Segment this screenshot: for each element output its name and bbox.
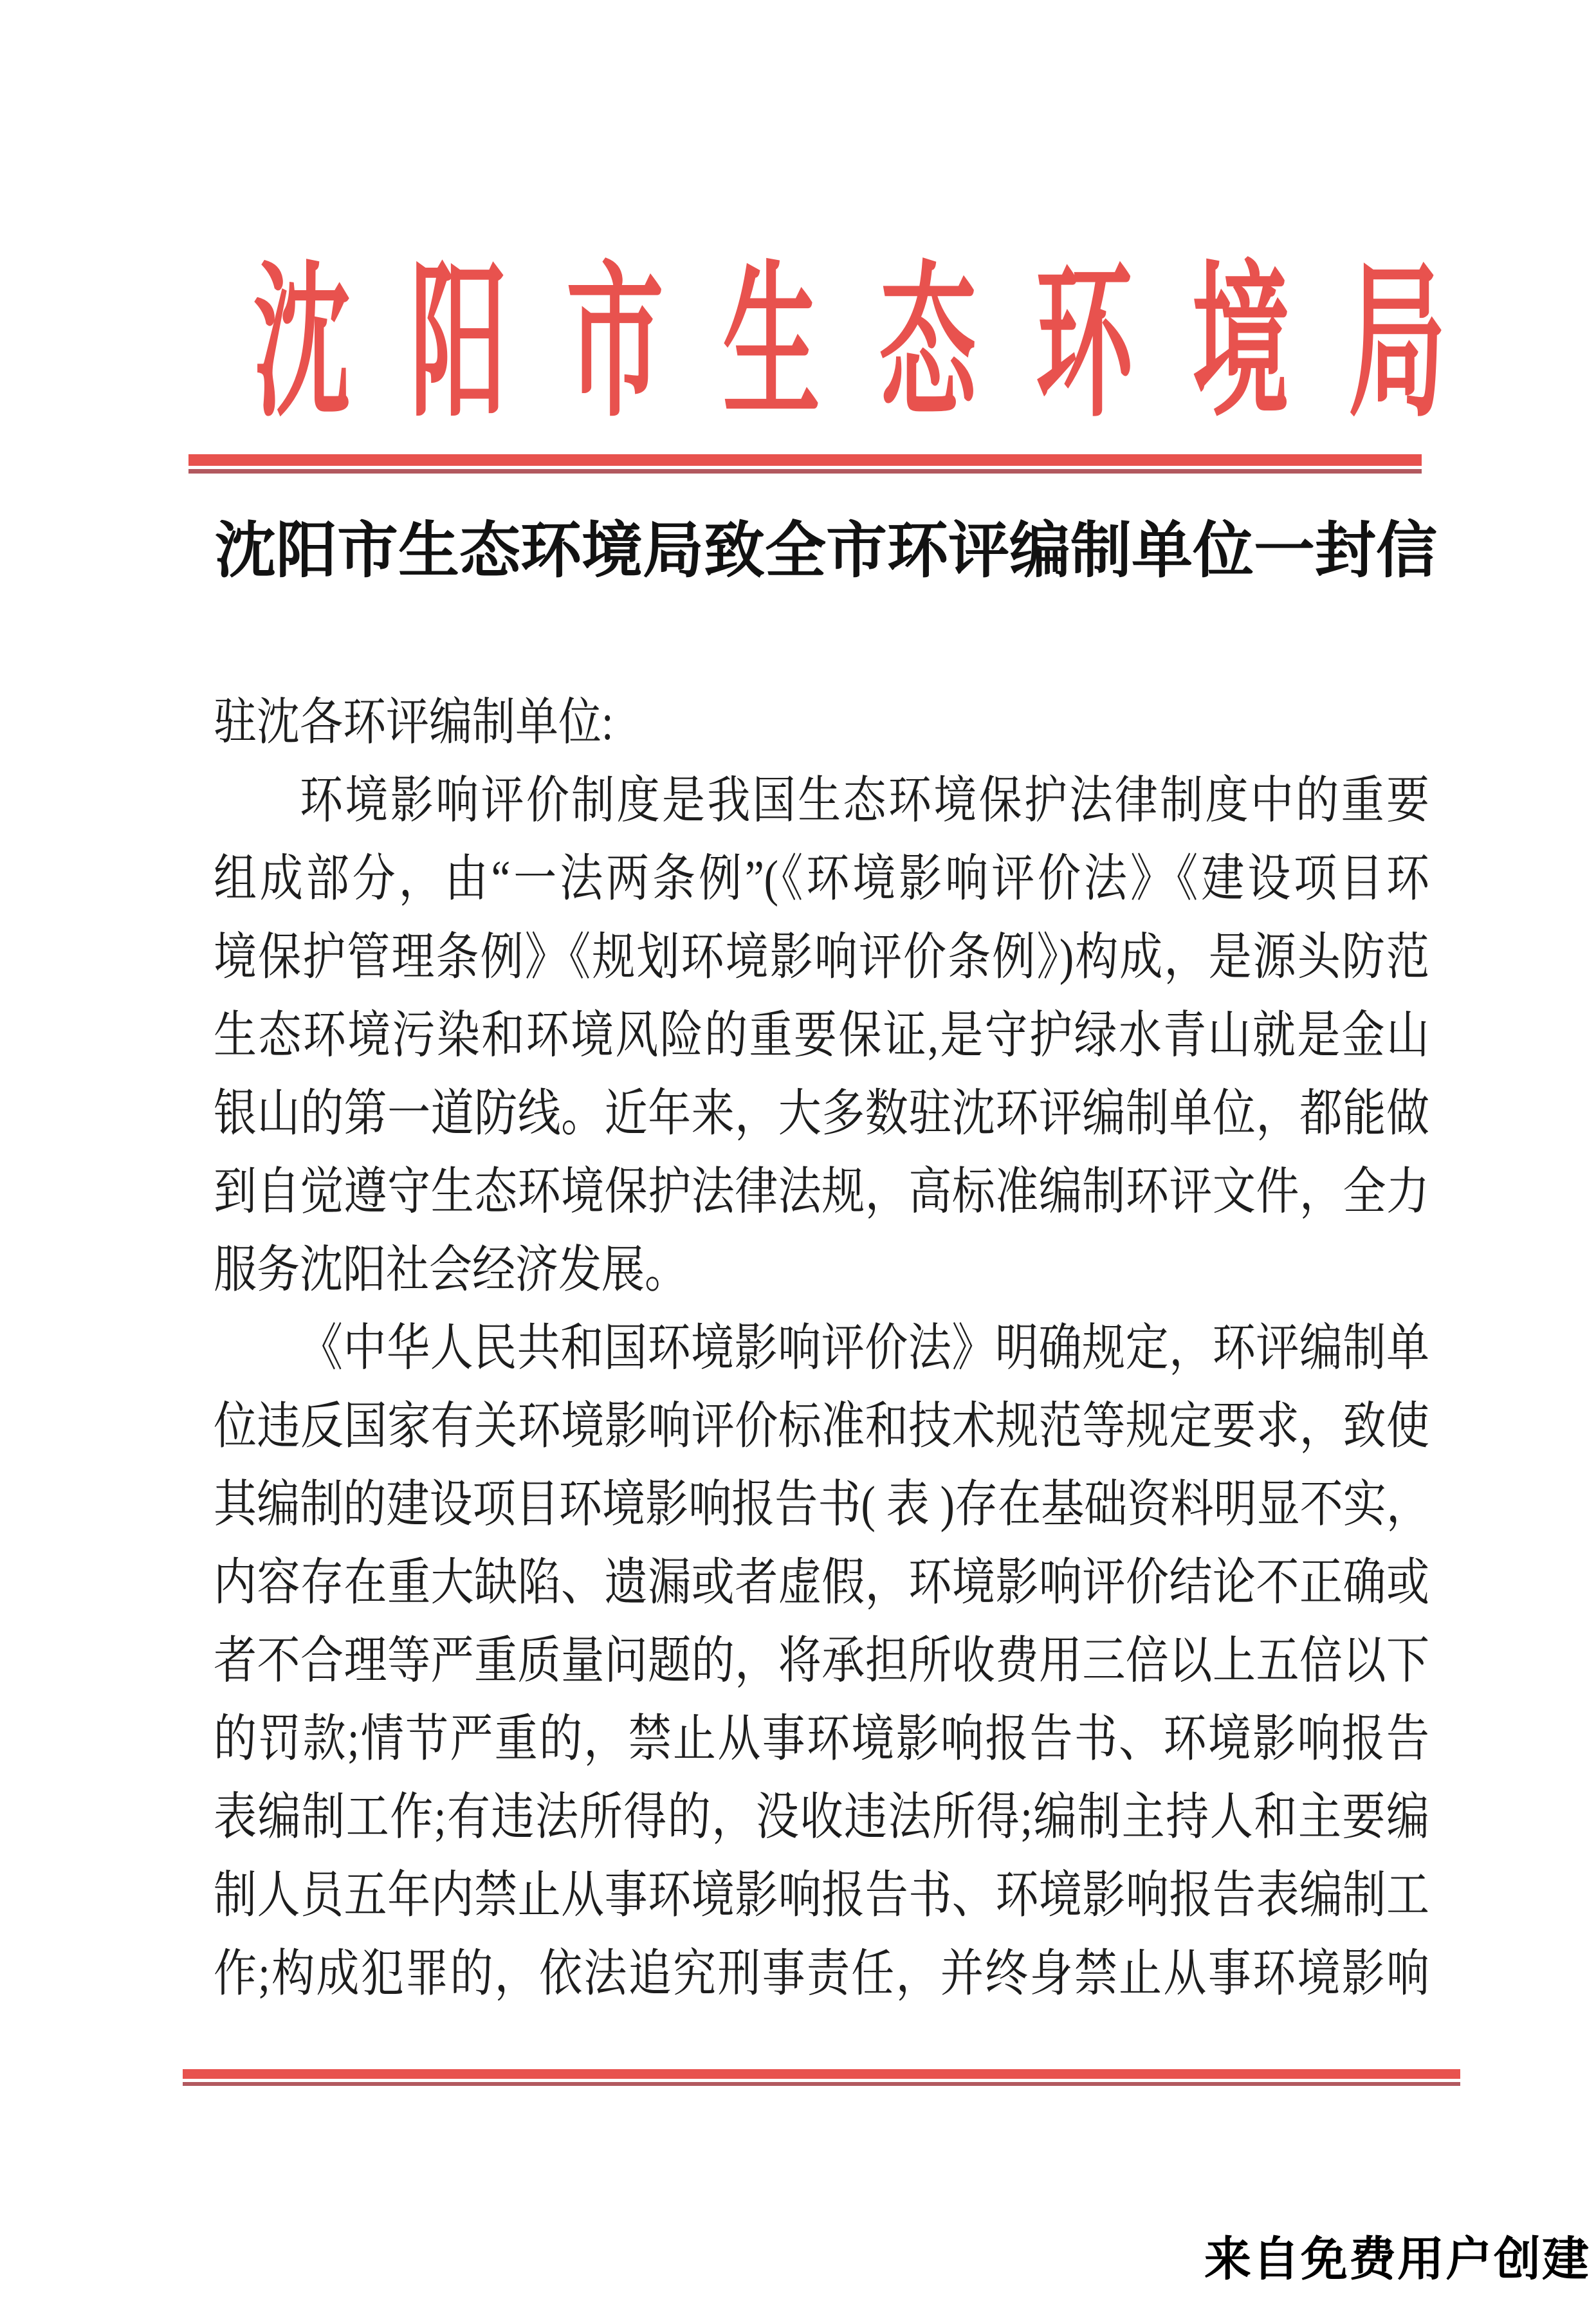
body-line: 位违反国家有关环境影响评价标准和技术规范等规定要求，致使 <box>214 1398 1429 1455</box>
body-line: 制人员五年内禁止从事环境影响报告书、环境影响报告表编制工 <box>214 1867 1429 1924</box>
document-title: 沈阳市生态环境局致全市环评编制单位一封信 <box>215 517 1438 585</box>
body-line: 银山的第一道防线。近年来，大多数驻沈环评编制单位，都能做 <box>214 1085 1429 1142</box>
letter-body <box>214 684 1429 2013</box>
body-line: 服务沈阳社会经济发展。 <box>214 1242 688 1298</box>
letterhead-divider-thin <box>188 469 1422 474</box>
body-line: 内容存在重大缺陷、遗漏或者虚假，环境影响评价结论不正确或 <box>214 1554 1429 1611</box>
body-line: 境保护管理条例》《规划环境影响评价条例》)构成，是源头防范 <box>214 929 1429 986</box>
body-line: 环境影响评价制度是我国生态环境保护法律制度中的重要 <box>300 773 1429 829</box>
letterhead-agency-name: 沈阳市生态环境局 <box>253 251 1505 437</box>
body-line: 作;构成犯罪的，依法追究刑事责任，并终身禁止从事环境影响 <box>214 1946 1429 2002</box>
salutation-line: 驻沈各环评编制单位: <box>214 694 614 751</box>
letterhead-divider-thick <box>188 454 1422 466</box>
body-line: 其编制的建设项目环境影响报告书( 表 )存在基础资料明显不实， <box>214 1476 1429 1533</box>
body-line: 表编制工作;有违法所得的，没收违法所得;编制主持人和主要编 <box>214 1789 1429 1846</box>
body-line: 《中华人民共和国环境影响评价法》明确规定，环评编制单 <box>300 1320 1429 1377</box>
body-line: 到自觉遵守生态环境保护法律法规，高标准编制环评文件，全力 <box>214 1163 1429 1221</box>
body-line: 者不合理等严重质量问题的，将承担所收费用三倍以上五倍以下 <box>214 1633 1429 1690</box>
footer-divider-thick <box>183 2069 1460 2079</box>
body-line: 的罚款;情节严重的，禁止从事环境影响报告书、环境影响报告 <box>214 1711 1429 1767</box>
body-line: 生态环境污染和环境风险的重要保证,是守护绿水青山就是金山 <box>214 1007 1429 1064</box>
body-line: 组成部分，由“一法两条例”(《环境影响评价法》《建设项目环 <box>214 851 1429 907</box>
footer-divider-thin <box>183 2082 1460 2086</box>
free-user-watermark: 来自免费用户创建 <box>1204 2233 1590 2285</box>
